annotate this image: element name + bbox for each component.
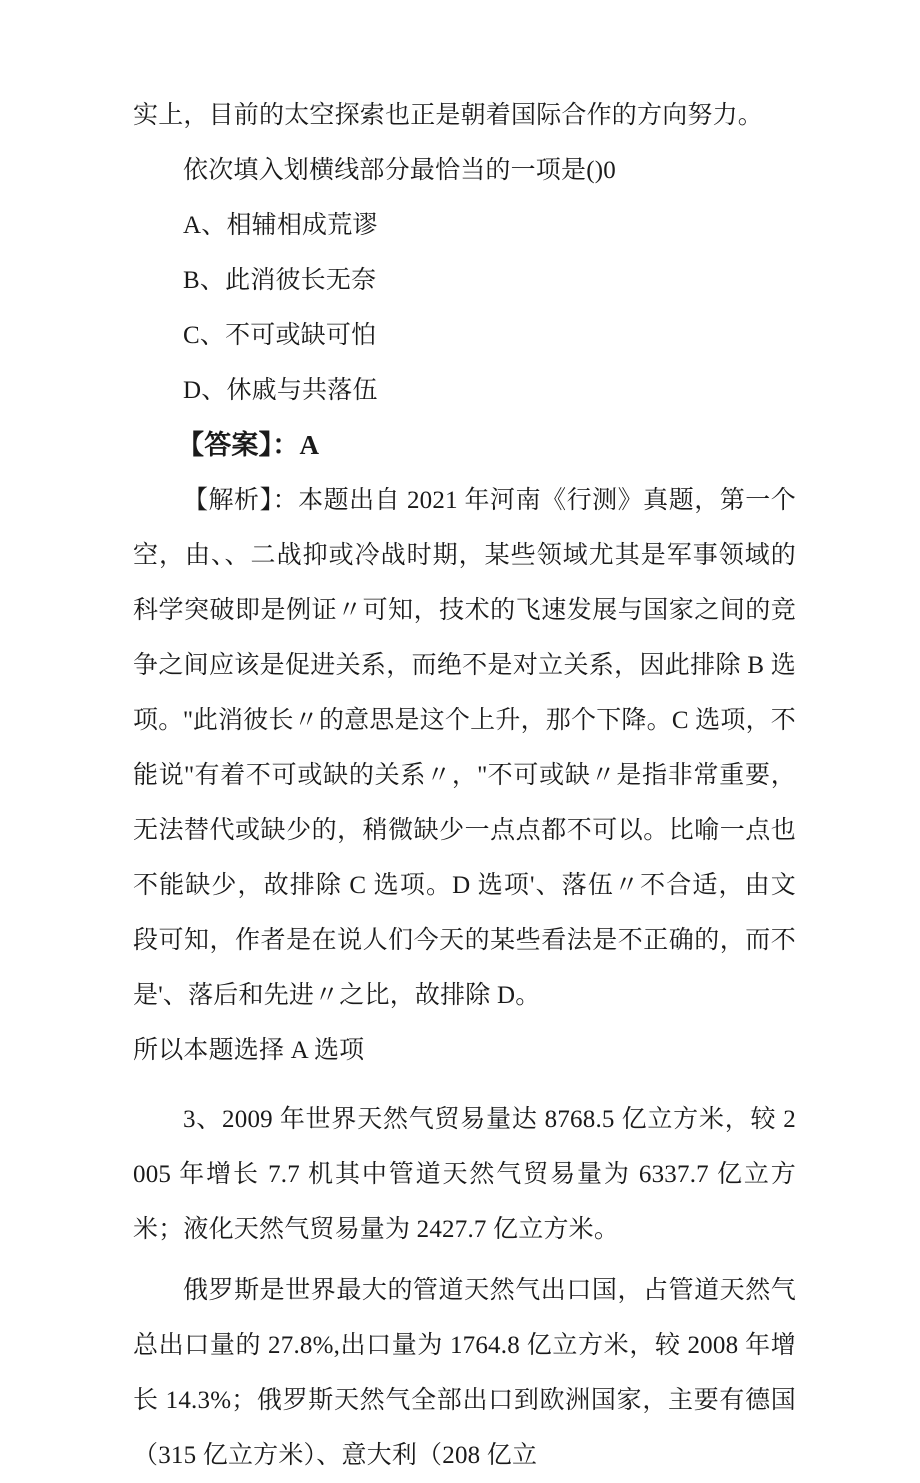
russia-paragraph: 俄罗斯是世界最大的管道天然气出口国，占管道天然气总出口量的 27.8%,出口量为 1764.8 亿立方米，较 2008 年增长 14.3%；俄罗斯天然气全部出口到欧洲国家，主要有德国（315 亿立方米）、意大利（208 亿立 [133,1277,796,1469]
document-content [133,88,796,1483]
analysis-paragraph: 【解析】：本题出自 2021 年河南《行测》真题，第一个空，由、、二战抑或冷战时期，某些领域尤其是军事领域的科学突破即是例证〃可知，技术的飞速发展与国家之间的竞争之间应该是促进关系，而绝不是对立关系，因此排除 B 选项。''此消彼长〃的意思是这个上升，那个下降。C 选项，不能说''有着不可或缺的关系〃，''不可或缺〃是指非常重要，无法替代或缺少的，稍微缺少一点点都不可以。比喻一点也不能缺少，故排除 C 选项。D 选项'、落伍〃不合适，由文段可知，作者是在说人们今天的某些看法是不正确的，而不是'、落后和先进〃之比，故排除 D。 [133,487,796,1009]
answer-label: 【答案】：A [177,430,320,460]
option-d: D、休戚与共落伍 [183,377,378,404]
question-three-paragraph: 3、2009 年世界天然气贸易量达 8768.5 亿立方米，较 2005 年增长 7.7 机其中管道天然气贸易量为 6337.7 亿立方米；液化天然气贸易量为 2427.7 亿立方米。 [133,1106,796,1243]
option-a: A、相辅相成荒谬 [183,212,378,239]
passage-tail-paragraph: 实上，目前的太空探索也正是朝着国际合作的方向努力。 [133,102,764,129]
option-c: C、不可或缺可怕 [183,322,377,349]
conclusion-line: 所以本题选择 A 选项 [133,1037,365,1064]
question-prompt: 依次填入划横线部分最恰当的一项是()0 [183,157,616,184]
option-b: B、此消彼长无奈 [183,267,377,294]
section-spacer [133,1078,796,1092]
